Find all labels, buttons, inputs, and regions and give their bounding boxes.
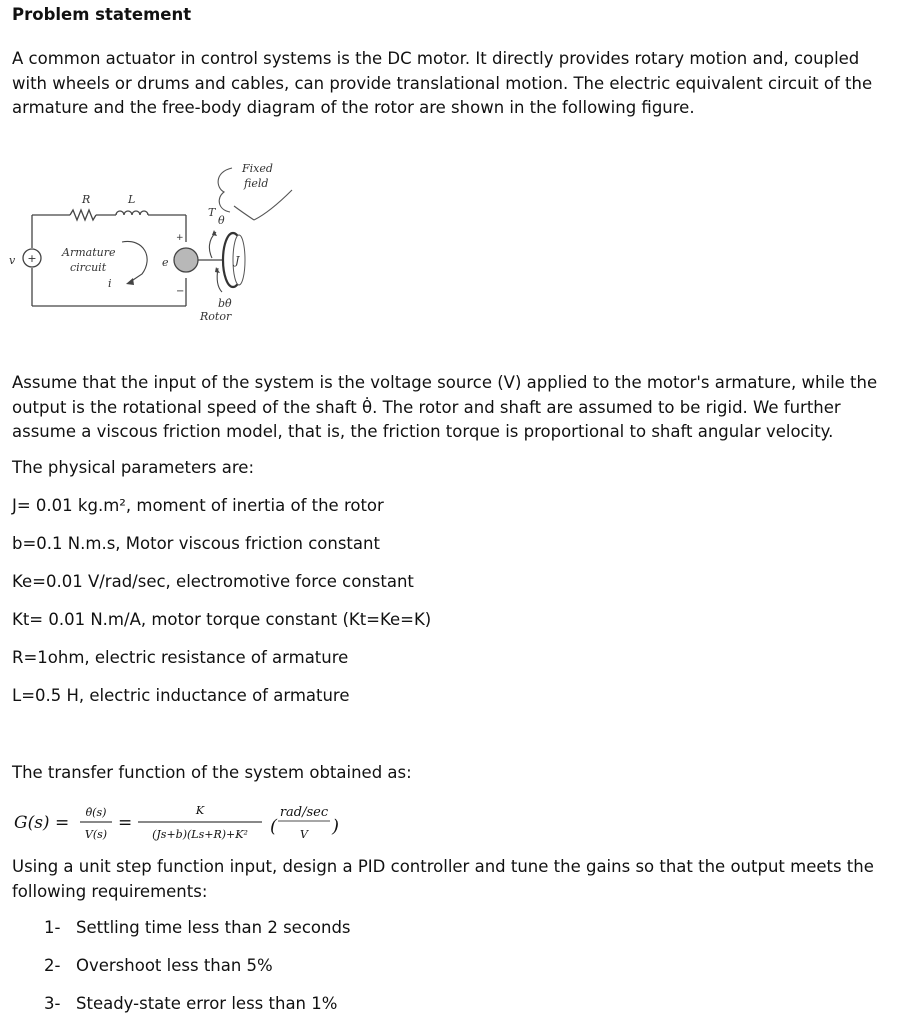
tf-eq: =	[118, 813, 133, 833]
inductor-symbol	[116, 211, 148, 215]
param-item: Kt= 0.01 N.m/A, motor torque constant (Kt=Ke=K)	[12, 610, 432, 629]
l-label: L	[128, 193, 136, 206]
theta-label: θ	[218, 214, 225, 227]
fixed-label-1: Fixed	[242, 162, 273, 175]
e-label: e	[162, 256, 169, 269]
source-plus: +	[27, 252, 37, 265]
t-label: T	[208, 206, 216, 219]
param-item: R=1ohm, electric resistance of armature	[12, 648, 349, 667]
r-label: R	[82, 193, 91, 206]
requirement-item: 2- Overshoot less than 5%	[44, 956, 273, 975]
assumption-paragraph: Assume that the input of the system is the voltage source (V) applied to the motor's armature, while the output is the rotational speed of the shaft θ̇. The rotor and shaft are assumed to be rigid. We further assume a viscous friction model, that is, the friction torque is proportional to shaft angular velocity.	[12, 373, 878, 441]
requirement-item: 3- Steady-state error less than 1%	[44, 994, 338, 1013]
rotor-label: Rotor	[200, 310, 232, 323]
tf-unit-den: V	[300, 828, 308, 841]
intro-paragraph: A common actuator in control systems is the DC motor. It directly provides rotary motion and, coupled with wheels or drums and cables, can provide translational motion. The electric equivalent circuit of the armature and the free-body diagram of the rotor are shown in the following figure.	[12, 49, 873, 117]
transfer-function	[12, 800, 432, 850]
torque-arrow-icon	[209, 232, 216, 258]
svg-text:): )	[332, 816, 340, 837]
armature-label-1: Armature	[62, 246, 116, 259]
motor-minus: −	[176, 286, 185, 297]
motor-icon	[174, 248, 198, 272]
tf-num2: K	[195, 804, 205, 817]
fixed-field-curve	[218, 168, 232, 212]
b-label: bθ̇	[218, 297, 232, 310]
param-item: b=0.1 N.m.s, Motor viscous friction constant	[12, 534, 380, 553]
motor-plus: +	[176, 233, 184, 243]
armature-label-2: circuit	[70, 261, 107, 274]
param-item: J= 0.01 kg.m², moment of inertia of the rotor	[12, 496, 384, 515]
tf-unit-num: rad/sec	[279, 805, 329, 820]
problem-title: Problem statement	[12, 5, 192, 24]
current-arrow-icon	[122, 241, 147, 282]
tf-den2: (Js+b)(Ls+R)+K²	[152, 828, 248, 841]
param-item: Ke=0.01 V/rad/sec, electromotive force constant	[12, 572, 414, 591]
tf-num1: θ̇(s)	[85, 806, 107, 819]
dc-motor-figure	[4, 150, 304, 330]
tf-lhs: G(s) =	[14, 813, 70, 833]
svg-text:(: (	[270, 816, 278, 837]
param-item: L=0.5 H, electric inductance of armature	[12, 686, 350, 705]
fixed-label-2: field	[244, 177, 269, 190]
v-label: v	[9, 254, 16, 267]
tf-intro: The transfer function of the system obtained as:	[12, 763, 412, 782]
j-label: J	[235, 254, 240, 267]
i-label: i	[108, 277, 112, 290]
requirements-intro: Using a unit step function input, design a PID controller and tune the gains so that the output meets the following requirements:	[12, 857, 874, 901]
tf-den1: V(s)	[84, 828, 108, 841]
resistor-symbol	[70, 210, 96, 220]
params-intro: The physical parameters are:	[12, 458, 255, 477]
requirement-item: 1- Settling time less than 2 seconds	[44, 918, 351, 937]
